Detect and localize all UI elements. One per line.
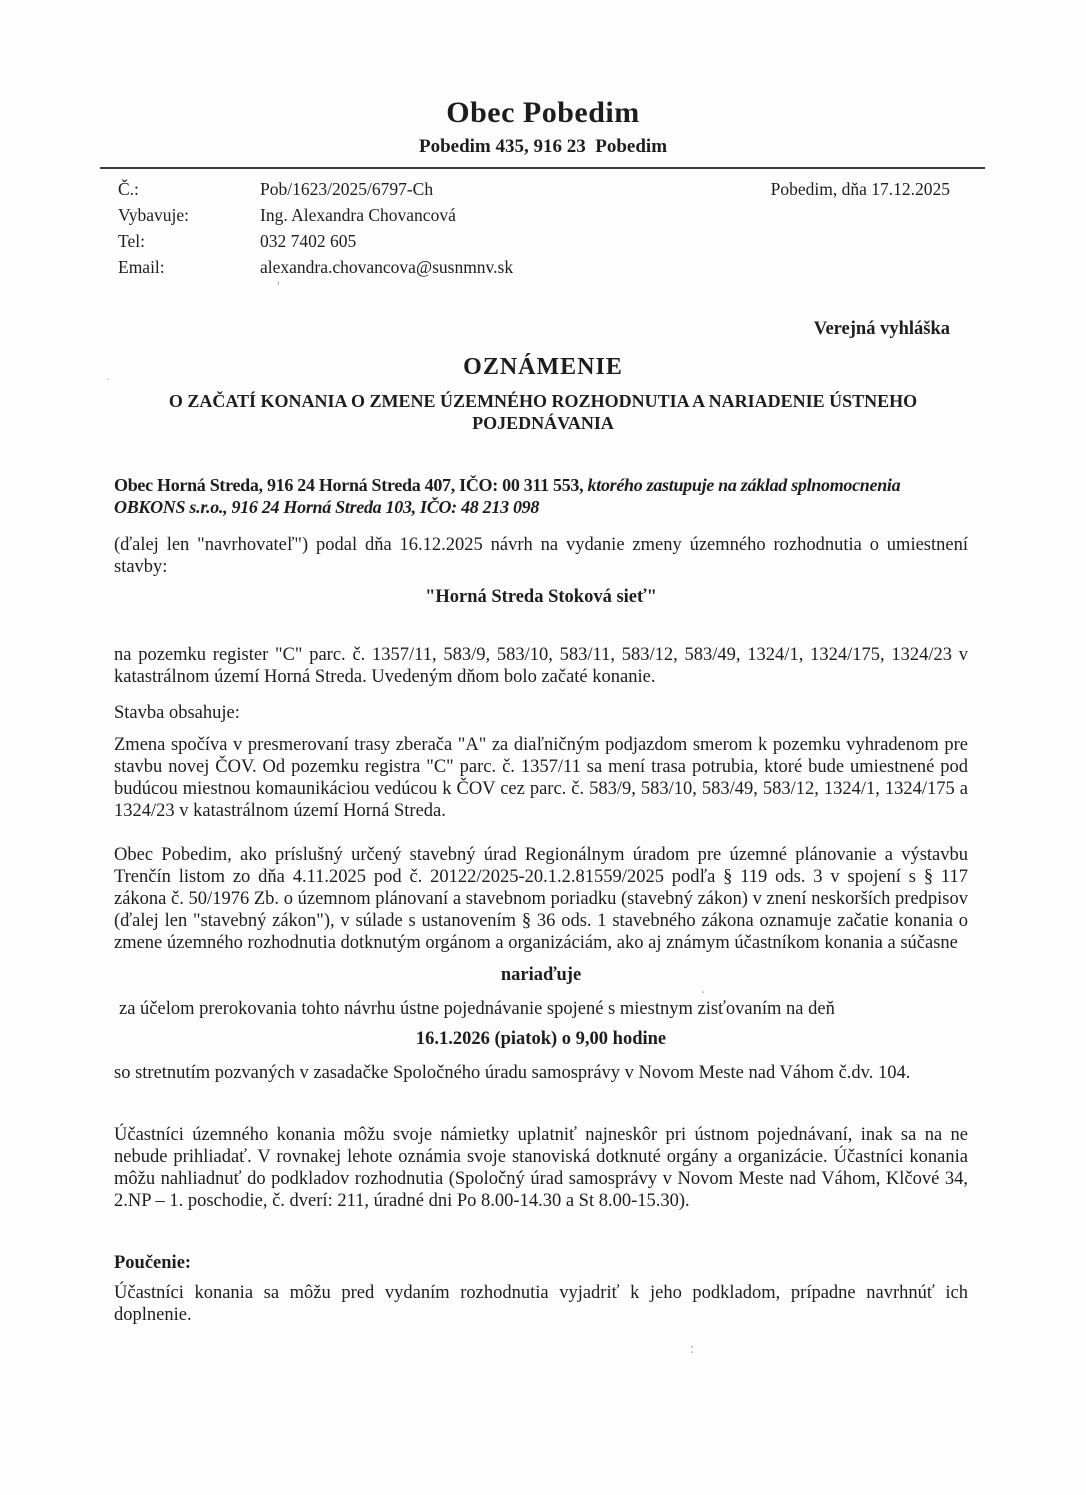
- applicant-representative: OBKONS s.r.o., 916 24 Horná Streda 103, IČO: 48 213 098: [114, 497, 540, 517]
- meta-row-email: [118, 254, 962, 280]
- meta-section: [118, 176, 962, 280]
- meta-row-handler: [118, 202, 962, 228]
- meta-label: Email:: [118, 257, 165, 277]
- document-subtitle-line2: POJEDNÁVANIA: [472, 413, 614, 433]
- meta-value: Pob/1623/2025/6797-Ch: [260, 179, 434, 199]
- applicant-representation-clause: ktorého zastupuje na základ splnomocnenia: [587, 475, 901, 495]
- document-subtitle: [110, 390, 976, 434]
- letterhead: [0, 0, 1086, 158]
- meta-label: Č.:: [118, 179, 139, 199]
- orders-word: nariaďuje: [500, 965, 582, 985]
- parcels-paragraph: na pozemku register "C" parc. č. 1357/11, 583/9, 583/10, 583/11, 583/12, 583/49, 1324/1, 1324/175, 1324/23 v katastrálnom území Horná Streda. Uvedeným dňom bolo začaté konanie.: [114, 645, 968, 687]
- hearing-datetime: 16.1.2026 (piatok) o 9,00 hodine: [415, 1029, 667, 1049]
- project-name: "Horná Streda Stoková sieť": [425, 587, 657, 607]
- meta-row-phone: [118, 228, 962, 254]
- meta-value: Ing. Alexandra Chovancová: [260, 205, 456, 225]
- intro-paragraph: (ďalej len "navrhovateľ") podal dňa 16.12.2025 návrh na vydanie zmeny územného rozhodnutia o umiestnení stavby:: [114, 535, 968, 577]
- change-description-paragraph: Zmena spočíva v presmerovaní trasy zberača "A" za diaľničným podjazdom smerom k pozemku vyhradenom pre stavbu novej ČOV. Od pozemku registra "C" parc. č. 1357/11 sa mení trasa potrubia, ktoré bude umiestnené pod budúcou miestnou komaunikáciou vedúcou k ČOV cez parc. č. 583/9, 583/10, 583/49, 583/12, 1324/1, 1324/175 a 1324/23 v katastrálnom území Horná Streda.: [114, 735, 968, 821]
- objections-paragraph: Účastníci územného konania môžu svoje námietky uplatniť najneskôr pri ústnom pojednávaní, inak sa na ne nebude prihliadať. V rovnakej lehote oznámia svoje stanoviská dotknuté orgány a organizácie. Účastníci konania môžu nahliadnuť do podkladov rozhodnutia (Spoločný úrad samosprávy v Novom Meste nad Váhom, Klčové 34, 2.NP – 1. poschodie, č. dverí: 211, úradné dni Po 8.00-14.30 a St 8.00-15.30).: [114, 1125, 968, 1211]
- meta-label: Vybavuje:: [118, 205, 189, 225]
- authority-paragraph: Obec Pobedim, ako príslušný určený stavebný úrad Regionálnym úradom pre územné plánovanie a výstavbu Trenčín listom zo dňa 4.11.2025 pod č. 20122/2025-20.1.2.81559/2025 podľa § 119 ods. 3 v spojení s § 117 zákona č. 50/1976 Zb. o územnom plánovaní a stavebnom poriadku (stavebný zákon) v znení neskorších predpisov (ďalej len "stavebný zákon"), v súlade s ustanovením § 36 ods. 1 stavebného zákona oznamuje začatie konania o zmene územného rozhodnutia dotknutým orgánom a organizáciám, ako aj známym účastníkom konania a súčasne: [114, 845, 968, 953]
- hearing-location: so stretnutím pozvaných v zasadačke Spoločného úradu samosprávy v Novom Meste nad Váhom č.dv. 104.: [114, 1063, 911, 1083]
- document-body: [114, 474, 968, 1326]
- notice-type-label: Verejná vyhláška: [813, 319, 950, 339]
- scan-artifact: :: [690, 1341, 695, 1357]
- org-address: Pobedim 435, 916 23 Pobedim: [418, 136, 668, 157]
- advisory-heading: Poučenie:: [114, 1253, 192, 1273]
- scan-artifact: .: [701, 981, 705, 997]
- org-name: Obec Pobedim: [446, 96, 640, 129]
- scan-artifact: ·: [106, 372, 110, 386]
- applicant-name: Obec Horná Streda, 916 24 Horná Streda 407, IČO: 00 311 553,: [114, 475, 584, 495]
- document-subtitle-line1: O ZAČATÍ KONANIA O ZMENE ÚZEMNÉHO ROZHODNUTIA A NARIADENIE ÚSTNEHO: [168, 391, 918, 411]
- document-title: OZNÁMENIE: [463, 354, 623, 380]
- meta-value: alexandra.chovancova@susnmnv.sk: [260, 257, 514, 277]
- construction-contains-label: Stavba obsahuje:: [114, 703, 240, 723]
- meta-label: Tel:: [118, 231, 145, 251]
- meta-value: 032 7402 605: [260, 231, 357, 251]
- hearing-intro: za účelom prerokovania tohto návrhu ústne pojednávanie spojené s miestnym zisťovaním na deň: [119, 999, 835, 1019]
- applicant-paragraph: [114, 474, 968, 518]
- date-line: Pobedim, dňa 17.12.2025: [770, 179, 950, 199]
- scan-artifact: ': [277, 279, 280, 295]
- header-rule: [100, 167, 985, 169]
- advisory-paragraph: Účastníci konania sa môžu pred vydaním rozhodnutia vyjadriť k jeho podkladom, prípadne navrhnúť ich doplnenie.: [114, 1283, 968, 1325]
